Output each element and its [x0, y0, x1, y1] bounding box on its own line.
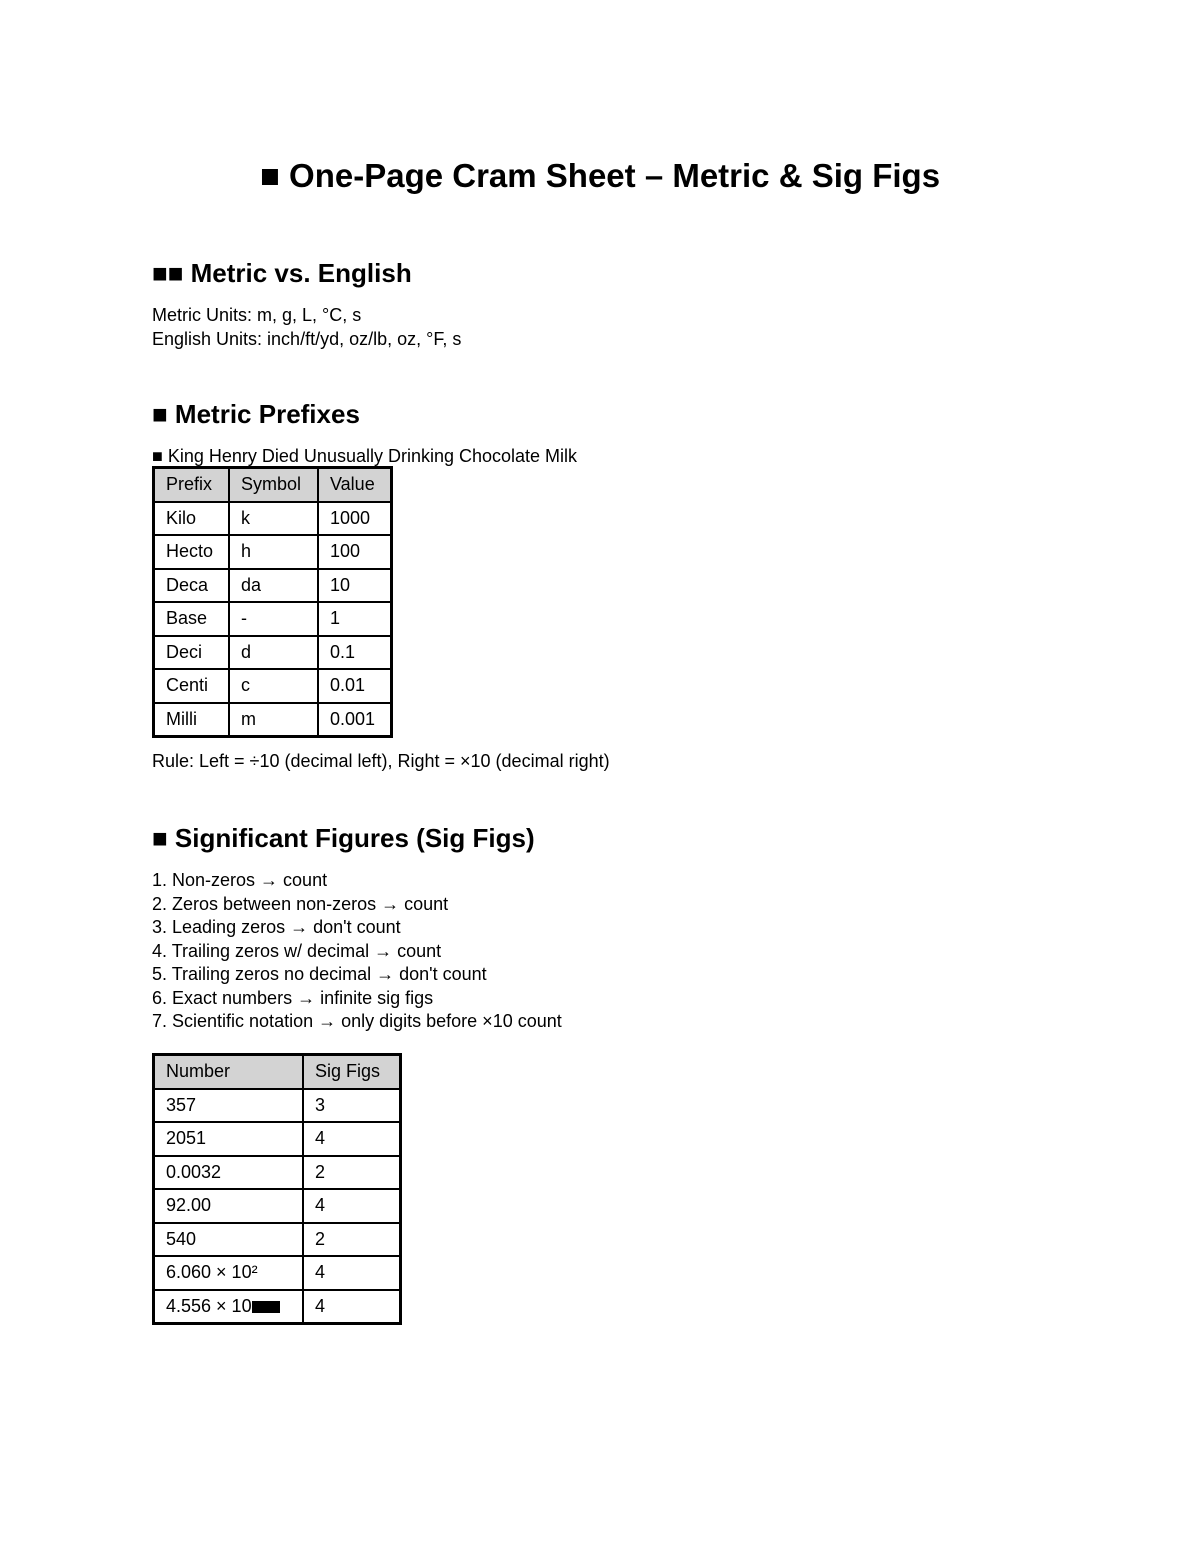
prefix-cell: Centi [154, 669, 230, 703]
metric-vs-english-text [152, 304, 461, 351]
prefix-cell: Kilo [154, 502, 230, 536]
number-cell: 357 [154, 1089, 304, 1123]
prefix-cell: Base [154, 602, 230, 636]
column-header-value: Value [318, 468, 392, 502]
sig-figs-examples-table [152, 1053, 402, 1325]
metric-vs-english-heading: ■■ Metric vs. English [152, 258, 412, 288]
table-header-row [154, 468, 392, 502]
symbol-cell: m [229, 703, 318, 737]
table-row [154, 569, 392, 603]
sig-figs-cell: 2 [303, 1156, 401, 1190]
missing-glyph-block [252, 1301, 280, 1313]
sig-figs-cell: 4 [303, 1122, 401, 1156]
number-cell: 2051 [154, 1122, 304, 1156]
sig-figs-cell: 4 [303, 1256, 401, 1290]
symbol-cell: da [229, 569, 318, 603]
symbol-cell: k [229, 502, 318, 536]
column-header-number: Number [154, 1055, 304, 1089]
value-cell: 0.1 [318, 636, 392, 670]
value-cell: 1 [318, 602, 392, 636]
page-title: ■ One-Page Cram Sheet – Metric & Sig Figs [259, 157, 941, 194]
number-cell: 540 [154, 1223, 304, 1257]
symbol-cell: - [229, 602, 318, 636]
sig-figs-cell: 3 [303, 1089, 401, 1123]
table-row [154, 535, 392, 569]
list-item: 3. Leading zeros → don't count [152, 917, 401, 937]
number-cell: 6.060 × 10² [154, 1256, 304, 1290]
sig-figs-cell: 4 [303, 1290, 401, 1324]
table-row [154, 1122, 401, 1156]
sig-figs-cell: 2 [303, 1223, 401, 1257]
number-cell: 92.00 [154, 1189, 304, 1223]
symbol-cell: d [229, 636, 318, 670]
sig-figs-cell: 4 [303, 1189, 401, 1223]
column-header-sig-figs: Sig Figs [303, 1055, 401, 1089]
symbol-cell: c [229, 669, 318, 703]
table-row [154, 1156, 401, 1190]
list-item: 6. Exact numbers → infinite sig figs [152, 987, 434, 1008]
number-text: 4.556 × 10 [166, 1295, 252, 1316]
metric-prefixes-heading: ■ Metric Prefixes [152, 399, 360, 429]
prefix-rule-line: Rule: Left = ÷10 (decimal left), Right = ×10 (decimal right) [152, 751, 610, 771]
table-row [154, 669, 392, 703]
column-header-symbol: Symbol [229, 468, 318, 502]
prefix-cell: Hecto [154, 535, 230, 569]
table-row [154, 1223, 401, 1257]
table-row [154, 636, 392, 670]
table-row [154, 502, 392, 536]
symbol-cell: h [229, 535, 318, 569]
column-header-prefix: Prefix [154, 468, 230, 502]
list-item: 5. Trailing zeros no decimal → don't count [152, 964, 487, 984]
table-row [154, 1290, 401, 1324]
table-row [154, 1189, 401, 1223]
list-item: 7. Scientific notation → only digits before ×10 count [152, 1011, 562, 1031]
value-cell: 10 [318, 569, 392, 603]
table-row [154, 602, 392, 636]
table-row [154, 703, 392, 737]
english-units-line: English Units: inch/ft/yd, oz/lb, oz, °F, s [152, 328, 462, 349]
value-cell: 0.001 [318, 703, 392, 737]
table-row [154, 1089, 401, 1123]
table-header-row [154, 1055, 401, 1089]
list-item: 4. Trailing zeros w/ decimal → count [152, 940, 442, 961]
prefix-cell: Deci [154, 636, 230, 670]
list-item: 1. Non-zeros → count [152, 870, 328, 890]
sig-figs-rules-list [152, 869, 562, 1034]
sig-figs-heading: ■ Significant Figures (Sig Figs) [152, 823, 535, 853]
metric-prefix-table [152, 466, 393, 738]
number-cell: 0.0032 [154, 1156, 304, 1190]
value-cell: 0.01 [318, 669, 392, 703]
prefix-cell: Milli [154, 703, 230, 737]
prefix-cell: Deca [154, 569, 230, 603]
list-item: 2. Zeros between non-zeros → count [152, 893, 449, 914]
metric-units-line: Metric Units: m, g, L, °C, s [152, 305, 362, 325]
table-row [154, 1256, 401, 1290]
mnemonic-line: ■ King Henry Died Unusually Drinking Chocolate Milk [152, 446, 578, 466]
number-cell [154, 1290, 304, 1324]
value-cell: 100 [318, 535, 392, 569]
value-cell: 1000 [318, 502, 392, 536]
